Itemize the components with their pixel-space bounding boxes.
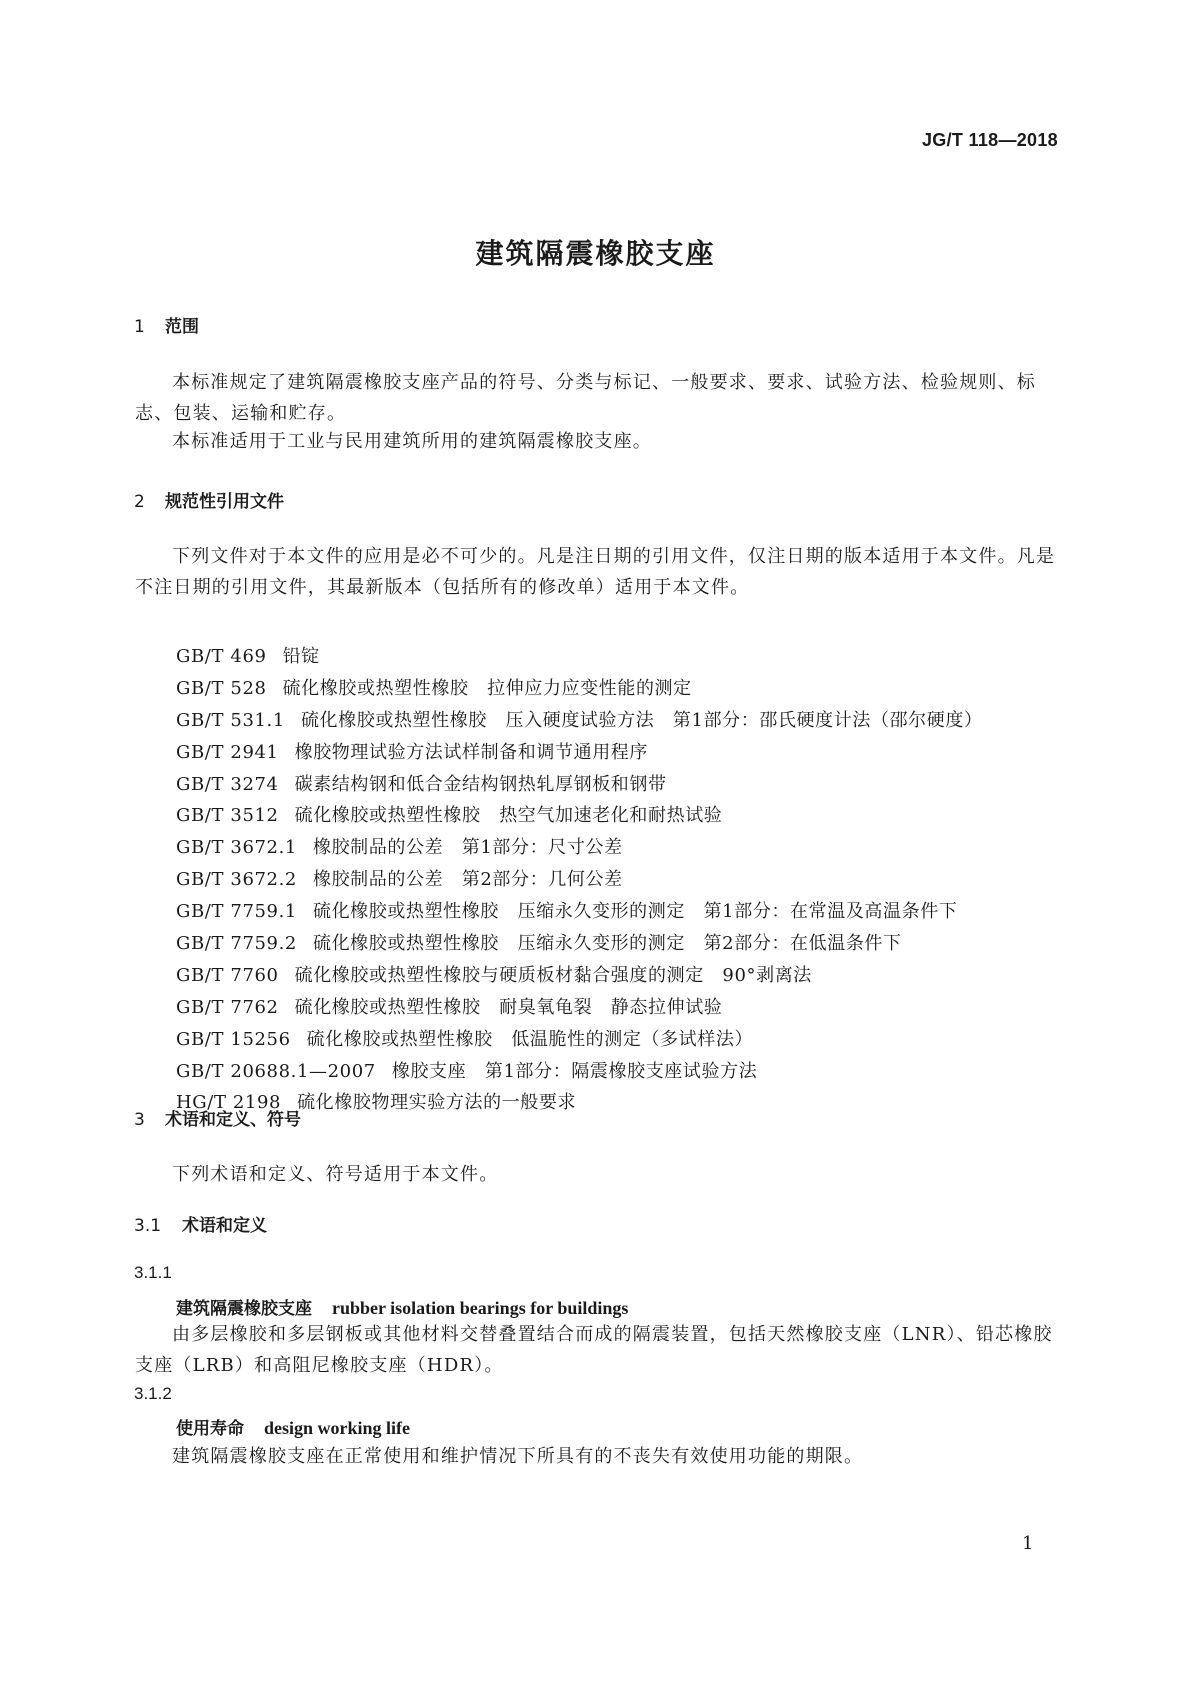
document-title: 建筑隔震橡胶支座 xyxy=(475,237,716,270)
terms-intro: 下列术语和定义、符号适用于本文件。 xyxy=(172,1164,499,1185)
reference-code: GB/T 3512 xyxy=(176,805,279,827)
reference-code: GB/T 7760 xyxy=(176,964,279,986)
section-1-heading xyxy=(134,312,199,337)
reference-code: GB/T 531.1 xyxy=(176,709,285,731)
reference-code: GB/T 7759.2 xyxy=(176,933,297,955)
reference-title: 橡胶制品的公差 第1部分：尺寸公差 xyxy=(312,837,623,859)
section-title: 规范性引用文件 xyxy=(165,492,284,512)
list-item xyxy=(176,864,983,896)
term-definition: 由多层橡胶和多层钢板或其他材料交替叠置结合而成的隔震装置，包括天然橡胶支座（LNR）、铅芯橡胶支座（LRB）和高阻尼橡胶支座（HDR）。 xyxy=(135,1324,1053,1376)
list-item xyxy=(176,737,983,769)
list-item xyxy=(176,928,983,960)
reference-title: 橡胶物理试验方法试样制备和调节通用程序 xyxy=(294,741,649,763)
page-number: 1 xyxy=(1022,1533,1034,1554)
reference-title: 硫化橡胶或热塑性橡胶 压缩永久变形的测定 第2部分：在低温条件下 xyxy=(312,933,902,955)
section-number: 3 xyxy=(134,1110,145,1130)
reference-code: GB/T 15256 xyxy=(176,1028,291,1050)
term-english: design working life xyxy=(264,1418,411,1438)
reference-title: 铅锭 xyxy=(282,646,320,667)
clause-number: 3.1.2 xyxy=(134,1384,172,1403)
standard-code: JG/T 118—2018 xyxy=(922,130,1058,150)
reference-title: 硫化橡胶或热塑性橡胶 拉伸应力应变性能的测定 xyxy=(282,677,692,699)
subsection-3-1-heading xyxy=(134,1211,267,1236)
reference-code: GB/T 3274 xyxy=(176,773,279,795)
list-item xyxy=(176,960,983,992)
term-english: rubber isolation bearings for buildings xyxy=(332,1298,629,1318)
section-title: 术语和定义、符号 xyxy=(165,1110,301,1130)
term-definition: 建筑隔震橡胶支座在正常使用和维护情况下所具有的不丧失有效使用功能的期限。 xyxy=(172,1446,864,1467)
list-item xyxy=(176,705,983,737)
term-entry xyxy=(176,1294,628,1319)
reference-title: 硫化橡胶或热塑性橡胶 压入硬度试验方法 第1部分：邵氏硬度计法（邵尔硬度） xyxy=(300,709,983,731)
term-chinese: 建筑隔震橡胶支座 xyxy=(176,1299,312,1319)
reference-title: 硫化橡胶或热塑性橡胶与硬质板材黏合强度的测定 90°剥离法 xyxy=(294,964,812,986)
list-item xyxy=(176,1024,983,1056)
list-item xyxy=(176,992,983,1024)
section-number: 2 xyxy=(134,492,145,512)
reference-title: 橡胶制品的公差 第2部分：几何公差 xyxy=(312,869,623,891)
list-item xyxy=(176,769,983,801)
reference-title: 硫化橡胶或热塑性橡胶 低温脆性的测定（多试样法） xyxy=(306,1028,754,1050)
reference-code: GB/T 2941 xyxy=(176,741,279,763)
reference-code: GB/T 7759.1 xyxy=(176,901,297,923)
section-number: 1 xyxy=(134,317,145,337)
scope-paragraph: 本标准规定了建筑隔震橡胶支座产品的符号、分类与标记、一般要求、要求、试验方法、检验规则、标志、包装、运输和贮存。 xyxy=(135,372,1036,424)
reference-title: 硫化橡胶物理实验方法的一般要求 xyxy=(297,1092,577,1114)
reference-code: GB/T 3672.2 xyxy=(176,869,297,891)
list-item xyxy=(176,1056,983,1088)
scope-paragraph: 本标准适用于工业与民用建筑所用的建筑隔震橡胶支座。 xyxy=(172,431,652,452)
term-chinese: 使用寿命 xyxy=(176,1419,244,1439)
section-3-heading xyxy=(134,1105,301,1130)
reference-title: 硫化橡胶或热塑性橡胶 耐臭氧龟裂 静态拉伸试验 xyxy=(294,996,723,1018)
list-item xyxy=(176,641,983,673)
subsection-number: 3.1 xyxy=(134,1216,162,1236)
reference-code: GB/T 7762 xyxy=(176,996,279,1018)
reference-code: GB/T 20688.1—2007 xyxy=(176,1060,376,1082)
list-item xyxy=(176,800,983,832)
list-item xyxy=(176,896,983,928)
subsection-title: 术语和定义 xyxy=(182,1216,267,1236)
reference-title: 碳素结构钢和低合金结构钢热轧厚钢板和钢带 xyxy=(294,773,667,795)
reference-list xyxy=(176,641,983,1119)
reference-code: GB/T 528 xyxy=(176,677,267,699)
section-2-heading xyxy=(134,487,284,512)
reference-title: 硫化橡胶或热塑性橡胶 热空气加速老化和耐热试验 xyxy=(294,805,723,827)
reference-code: HG/T 2198 xyxy=(176,1092,282,1114)
reference-title: 橡胶支座 第1部分：隔震橡胶支座试验方法 xyxy=(391,1060,758,1082)
clause-number: 3.1.1 xyxy=(134,1263,172,1282)
section-title: 范围 xyxy=(165,317,199,337)
term-entry xyxy=(176,1414,410,1439)
references-intro: 下列文件对于本文件的应用是必不可少的。凡是注日期的引用文件，仅注日期的版本适用于本文件。凡是不注日期的引用文件，其最新版本（包括所有的修改单）适用于本文件。 xyxy=(135,546,1056,598)
reference-code: GB/T 469 xyxy=(176,646,267,667)
reference-code: GB/T 3672.1 xyxy=(176,837,297,859)
list-item xyxy=(176,832,983,864)
reference-title: 硫化橡胶或热塑性橡胶 压缩永久变形的测定 第1部分：在常温及高温条件下 xyxy=(312,901,958,923)
list-item xyxy=(176,673,983,705)
